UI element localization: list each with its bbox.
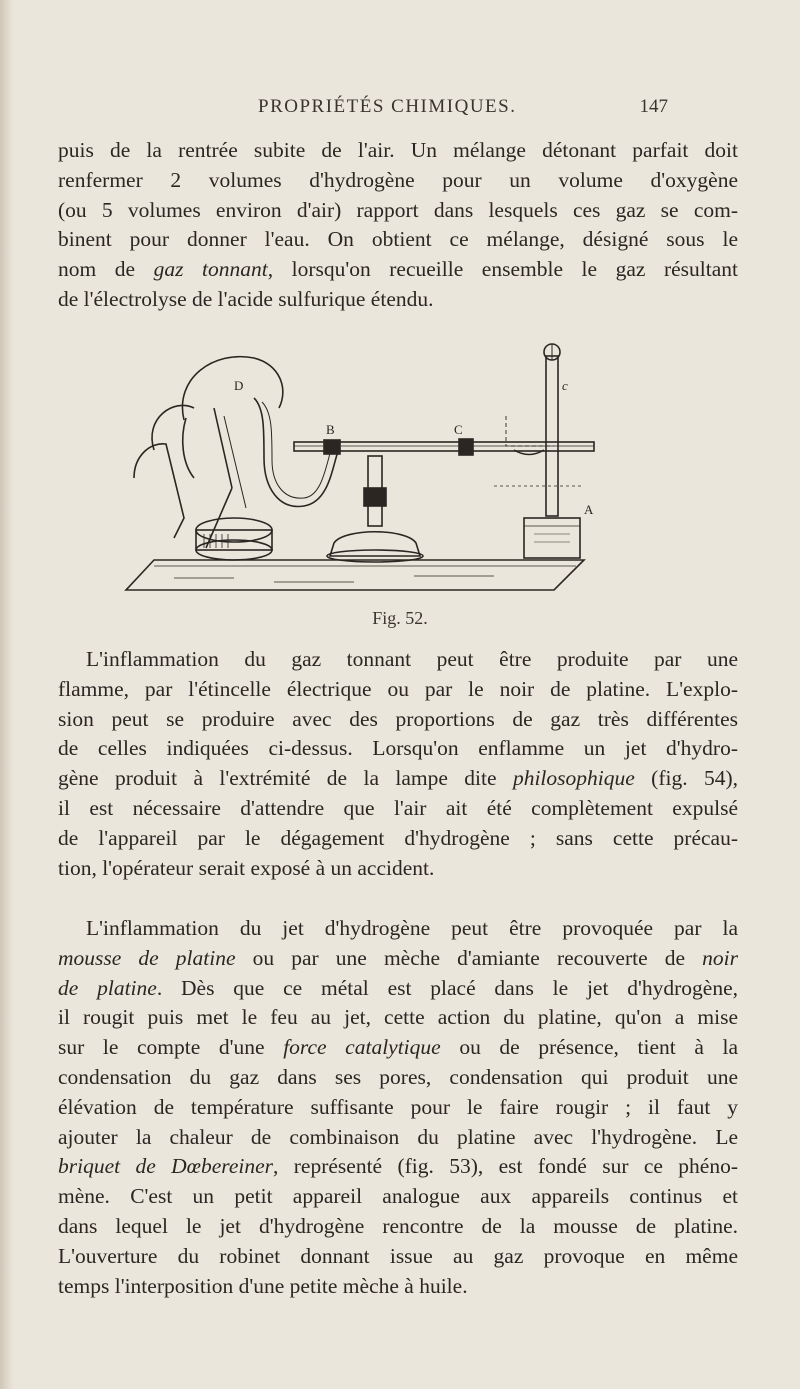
text-run: gène produit à l'extrémité de la lampe dite	[58, 766, 513, 791]
text-line	[58, 974, 738, 1004]
text-run: nom de	[58, 257, 154, 282]
italic-term: gaz tonnant	[153, 257, 268, 282]
text-line: renfermer 2 volumes d'hydrogène pour un volume d'oxygène	[58, 167, 738, 192]
binding-edge	[0, 0, 14, 1389]
label-d: D	[234, 378, 244, 393]
text-line: tion, l'opérateur serait exposé à un accident.	[58, 855, 435, 880]
paragraph-2	[58, 645, 738, 883]
text-run: ou de présence, tient à la	[440, 1035, 738, 1060]
text-line	[58, 1033, 738, 1063]
text-line: puis de la rentrée subite de l'air. Un mélange détonant parfait doit	[58, 138, 738, 162]
text-run: . Dès que ce métal est placé dans le jet d'hydrogène,	[156, 975, 738, 1000]
paragraph-1	[58, 136, 738, 315]
text-line: sion peut se produire avec des proportions de gaz très différentes	[58, 706, 738, 731]
text-line	[58, 1152, 738, 1182]
text-line: L'inflammation du gaz tonnant peut être produite par une	[86, 647, 738, 671]
italic-term: noir	[702, 945, 739, 970]
text-line: dans lequel le jet d'hydrogène rencontre de la mousse de platine.	[58, 1213, 738, 1238]
text-line: condensation du gaz dans ses pores, condensation qui produit une	[58, 1064, 738, 1089]
text-line: ajouter la chaleur de combinaison du platine avec l'hydrogène. Le	[58, 1124, 738, 1149]
text-line: il est nécessaire d'attendre que l'air ait été complètement expulsé	[58, 795, 738, 820]
text-run: , représenté (fig. 53), est fondé sur ce phéno-	[273, 1154, 738, 1179]
label-c-upper: C	[454, 422, 463, 437]
text-line: élévation de température suffisante pour le faire rougir ; il faut y	[58, 1094, 738, 1119]
label-c-lower: c	[562, 378, 568, 393]
text-line: temps l'interposition d'une petite mèche à huile.	[58, 1273, 468, 1298]
page-number: 147	[639, 96, 668, 117]
figure-caption: Fig. 52.	[372, 608, 428, 628]
text-line	[58, 764, 738, 794]
paragraph-3	[58, 914, 738, 1301]
text-run: ou par une mèche d'amiante recouverte de	[235, 945, 703, 970]
text-line: il rougit puis met le feu au jet, cette action du platine, qu'on a mise	[58, 1005, 738, 1030]
text-line: (ou 5 volumes environ d'air) rapport dans lesquels ces gaz se com-	[58, 197, 738, 222]
text-line: binent pour donner l'eau. On obtient ce mélange, désigné sous le	[58, 227, 738, 252]
text-line: L'ouverture du robinet donnant issue au gaz provoque en même	[58, 1243, 738, 1268]
italic-term: force catalytique	[283, 1035, 441, 1060]
apparatus-illustration	[114, 338, 614, 600]
chapter-title: PROPRIÉTÉS CHIMIQUES.	[258, 96, 517, 117]
text-line	[58, 944, 738, 974]
label-a: A	[584, 502, 594, 517]
text-run: sur le compte d'une	[58, 1035, 284, 1060]
italic-term: mousse de platine	[58, 945, 236, 970]
italic-term: de platine	[58, 975, 157, 1000]
text-line: L'inflammation du jet d'hydrogène peut être provoquée par la	[86, 916, 738, 940]
text-line: flamme, par l'étincelle électrique ou par le noir de platine. L'explo-	[58, 676, 738, 701]
text-run: , lorsqu'on recueille ensemble le gaz résultant	[267, 257, 738, 282]
italic-term: philosophique	[512, 766, 635, 791]
text-line: de l'électrolyse de l'acide sulfurique étendu.	[58, 286, 434, 311]
text-line: de celles indiquées ci-dessus. Lorsqu'on enflamme un jet d'hydro-	[58, 736, 738, 761]
text-line: mène. C'est un petit appareil analogue aux appareils continus et	[58, 1184, 738, 1209]
text-line	[58, 255, 738, 285]
text-line: de l'appareil par le dégagement d'hydrogène ; sans cette précau-	[58, 825, 738, 850]
label-b: B	[326, 422, 335, 437]
italic-term: briquet de Dœbereiner	[58, 1154, 274, 1179]
text-run: (fig. 54),	[634, 766, 739, 791]
